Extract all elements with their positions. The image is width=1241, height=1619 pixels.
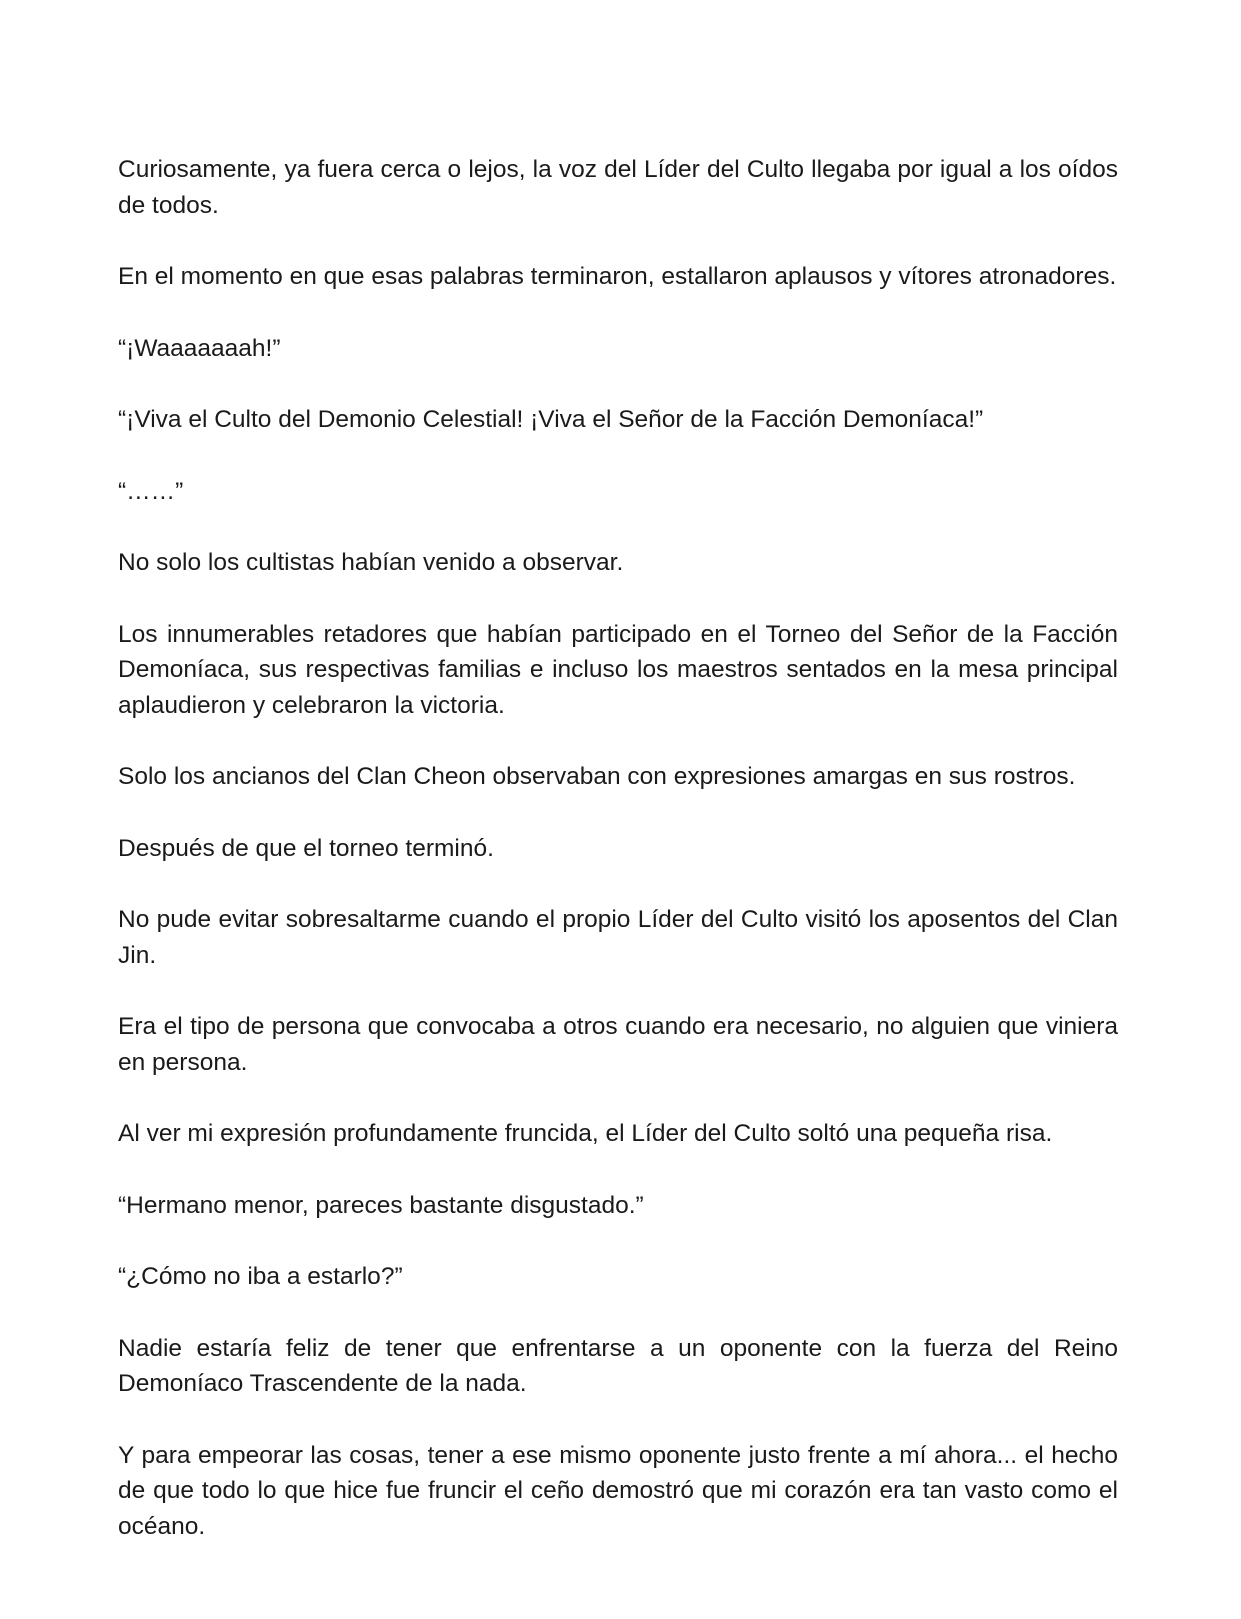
paragraph: En el momento en que esas palabras terminaron, estallaron aplausos y vítores atronadores. [118, 263, 1117, 290]
dialogue-line: “¡Viva el Culto del Demonio Celestial! ¡Viva el Señor de la Facción Demoníaca!” [118, 406, 984, 433]
paragraph: Era el tipo de persona que convocaba a otros cuando era necesario, no alguien que viniera en persona. [118, 1013, 1118, 1076]
paragraph: Curiosamente, ya fuera cerca o lejos, la voz del Líder del Culto llegaba por igual a los oídos de todos. [118, 156, 1118, 219]
paragraph: Solo los ancianos del Clan Cheon observaban con expresiones amargas en sus rostros. [118, 763, 1076, 790]
paragraph: No pude evitar sobresaltarme cuando el propio Líder del Culto visitó los aposentos del Clan Jin. [118, 906, 1118, 969]
paragraph: Al ver mi expresión profundamente fruncida, el Líder del Culto soltó una pequeña risa. [118, 1120, 1053, 1147]
dialogue-line: “¿Cómo no iba a estarlo?” [118, 1263, 403, 1290]
dialogue-line: “Hermano menor, pareces bastante disgustado.” [118, 1191, 644, 1219]
paragraph: No solo los cultistas habían venido a observar. [118, 549, 624, 576]
paragraph: Y para empeorar las cosas, tener a ese mismo oponente justo frente a mí ahora... el hecho de que todo lo que hice fue fruncir el ceño demostró que mi corazón era tan vasto como el océano. [118, 1441, 1118, 1540]
paragraph: Nadie estaría feliz de tener que enfrentarse a un oponente con la fuerza del Reino Demoníaco Trascendente de la nada. [118, 1334, 1118, 1397]
paragraph: Los innumerables retadores que habían participado en el Torneo del Señor de la Facción Demoníaca, sus respectivas familias e incluso los maestros sentados en la mesa principal aplaudieron y celebraron la victoria. [118, 620, 1118, 719]
document-page [118, 152, 1118, 1580]
dialogue-line: “……” [118, 477, 184, 505]
paragraph: Después de que el torneo terminó. [118, 834, 494, 862]
dialogue-line: “¡Waaaaaaah!” [118, 334, 281, 362]
